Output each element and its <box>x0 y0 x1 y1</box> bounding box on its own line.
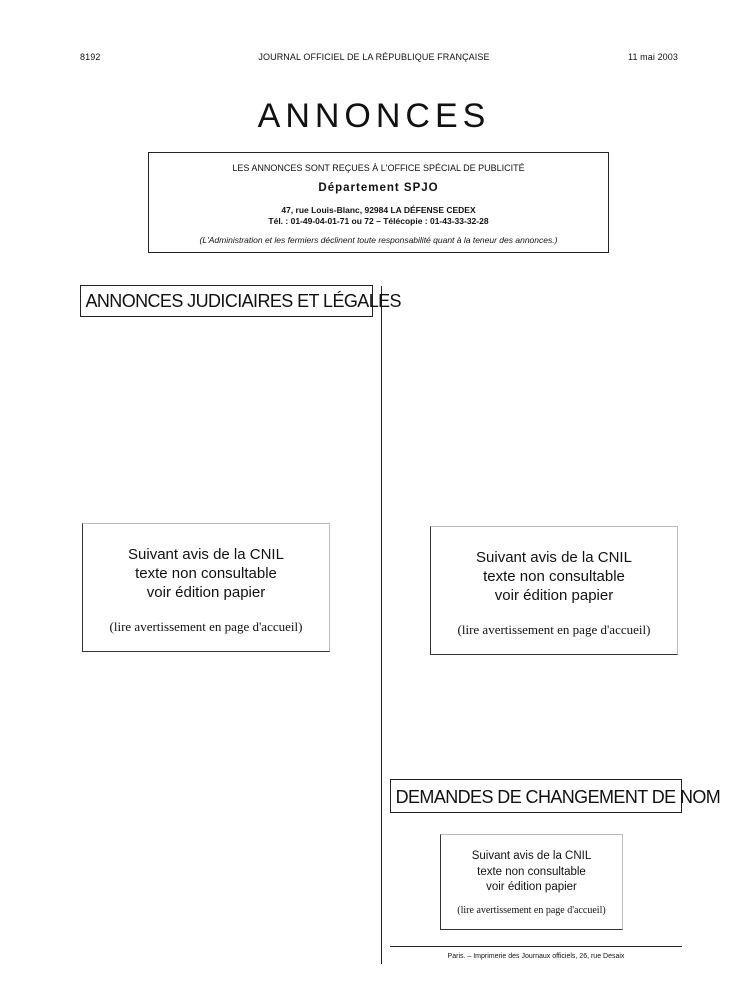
footer-rule <box>390 946 682 947</box>
cnil-warning: (lire avertissement en page d'accueil) <box>109 619 303 634</box>
cnil-line: texte non consultable <box>135 565 277 582</box>
cnil-line: voir édition papier <box>494 587 614 604</box>
cnil-line: voir édition papier <box>146 584 266 601</box>
info-line-address: 47, rue Louis-Blanc, 92984 LA DÉFENSE CEDEX <box>281 205 476 215</box>
section-title-judiciaires: ANNONCES JUDICIAIRES ET LÉGALES <box>80 285 373 317</box>
section-title-changement-nom: DEMANDES DE CHANGEMENT DE NOM <box>390 779 682 813</box>
cnil-warning: (lire avertissement en page d'accueil) <box>457 622 651 637</box>
cnil-notice-right <box>430 526 678 655</box>
cnil-notice-changement <box>440 834 623 930</box>
printer-footer: Paris. – Imprimerie des Journaux officiels, 26, rue Desaix <box>447 953 625 960</box>
journal-title: JOURNAL OFFICIEL DE LA RÉPUBLIQUE FRANÇAISE <box>258 52 490 62</box>
page-title: ANNONCES <box>257 97 491 135</box>
cnil-line: texte non consultable <box>477 866 586 878</box>
info-line-disclaimer: (L'Administration et les fermiers déclinent toute responsabilité quant à la teneur des annonces.) <box>199 235 558 245</box>
info-line-department: Département SPJO <box>318 182 439 194</box>
info-box <box>148 152 609 253</box>
info-line-phone: Tél. : 01-49-04-01-71 ou 72 – Télécopie : 01-43-33-32-28 <box>268 216 489 226</box>
cnil-line: voir édition papier <box>486 881 577 893</box>
page-number: 8192 <box>80 52 101 62</box>
issue-date: 11 mai 2003 <box>628 52 678 62</box>
cnil-notice-left <box>82 523 330 652</box>
cnil-line: texte non consultable <box>483 568 625 585</box>
column-divider <box>381 286 382 964</box>
info-line-reception: LES ANNONCES SONT REÇUES À L'OFFICE SPÉCIAL DE PUBLICITÉ <box>232 163 525 173</box>
cnil-line: Suivant avis de la CNIL <box>476 549 632 566</box>
cnil-warning: (lire avertissement en page d'accueil) <box>457 905 606 916</box>
cnil-line: Suivant avis de la CNIL <box>471 850 592 862</box>
cnil-line: Suivant avis de la CNIL <box>128 546 284 563</box>
